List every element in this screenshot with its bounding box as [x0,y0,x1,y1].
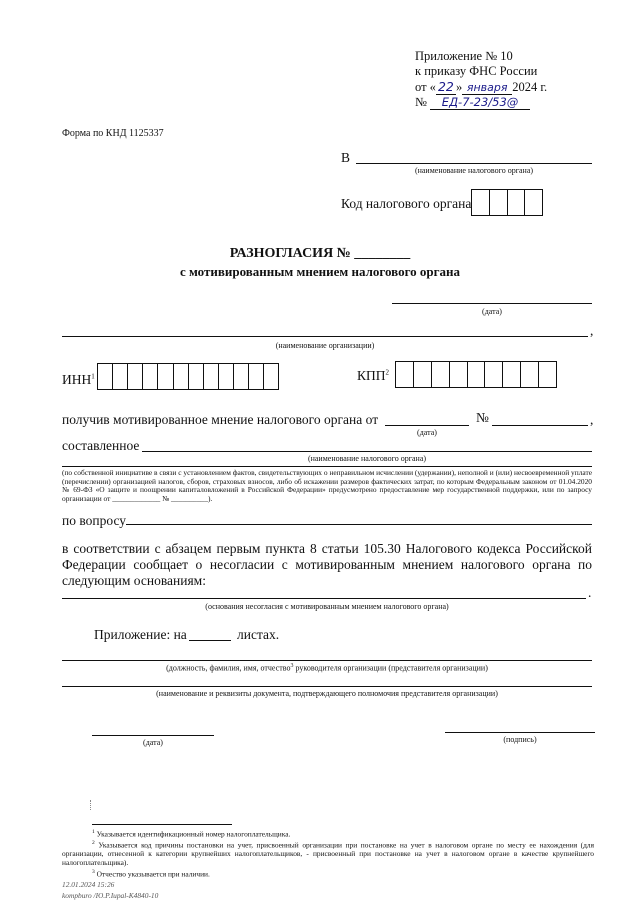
kpp-cell[interactable] [450,362,468,387]
question-label: по вопросу [62,513,127,528]
inn-cell[interactable] [204,364,219,389]
date-line [392,303,592,304]
opinion-date-line [385,425,469,426]
appendix-order: к приказу ФНС России [415,64,538,78]
inn-cell[interactable] [219,364,234,389]
kpp-label: КПП$^2$ [357,368,390,383]
organization-comma: , [590,323,594,338]
tax-code-boxes[interactable] [471,189,543,216]
initiative-top-line [62,466,592,467]
kpp-cell[interactable] [396,362,414,387]
document-line [62,686,592,687]
caption-document: (наименование и реквизиты документа, подтверждающего полномочия представителя организации) [156,689,498,698]
attachment-label: Приложение: на [94,627,187,642]
recipient-line [356,163,592,164]
caption-date-3: (дата) [143,738,163,747]
caption-grounds: (основания несогласия с мотивированным мнением налогового органа) [205,602,449,611]
document-title: РАЗНОГЛАСИЯ № ________ [229,246,411,261]
kpp-cell[interactable] [521,362,539,387]
kpp-cell[interactable] [503,362,521,387]
inn-cell[interactable] [249,364,264,389]
caption-date-2: (дата) [417,428,437,437]
kpp-cell[interactable] [539,362,557,387]
signature-line [445,732,595,733]
footnote-1: $^1$ Указывается идентификационный номер налогоплательщика. [92,829,291,839]
grounds-line [62,598,586,599]
opinion-number-line [492,425,588,426]
inn-boxes[interactable] [97,363,279,390]
inn-cell[interactable] [174,364,189,389]
document-subtitle: с мотивированным мнением налогового органа [179,264,461,279]
kpp-cell[interactable] [414,362,432,387]
question-line [126,524,592,525]
caption-tax-authority-name-2: (наименование налогового органа) [307,454,427,463]
inn-label: ИНН$^1$ [62,372,95,387]
attachment-sheets-line [189,640,231,641]
caption-date: (дата) [482,307,502,316]
print-stamp-datetime: 12.01.2024 15:26 [62,880,115,889]
grounds-period: . [588,585,592,600]
appendix-number: Приложение № 10 [415,49,513,63]
compiled-line [142,451,592,452]
tax-code-label: Код налогового органа [341,196,472,211]
appendix-date: от « 22 » января 2024 г. [415,79,548,94]
footnote-2: $^2$ Указывается код причины постановки на учет, присвоенный организации при постановке на учет в налоговом органе по месту ее нахождения (для организации, отнесенной к категории крупнейших налогоплательщиков, - присвоенный при постановке на учет в налоговом органе в качестве крупнейшего налогоплательщика). [62,840,594,867]
kpp-cell[interactable] [485,362,503,387]
received-comma: , [590,412,594,427]
inn-cell[interactable] [98,364,113,389]
caption-organization-name: (наименование организации) [275,341,375,350]
inn-cell[interactable] [128,364,143,389]
compiled-label: составленное [62,438,140,453]
tax-code-cell[interactable] [525,190,543,215]
tax-code-cell[interactable] [472,190,490,215]
recipient-prefix: В [341,150,351,165]
footnote-3: $^3$ Отчество указывается при наличии. [92,869,210,879]
tax-code-cell[interactable] [508,190,525,215]
caption-signature: (подпись) [503,735,537,744]
inn-cell[interactable] [113,364,128,389]
handwritten-day: 22 [436,79,456,95]
sign-date-line [92,735,214,736]
inn-cell[interactable] [158,364,173,389]
caption-tax-authority-name: (наименование налогового органа) [414,166,534,175]
handwritten-month: января [462,81,512,95]
received-opinion-text: получив мотивированное мнение налогового органа от [62,412,379,427]
initiative-paragraph: (по собственной инициативе в связи с установлением фактов, свидетельствующих о неправильном исчислении (удержании), неполной и (или) несвоевременной уплате (перечислении) организацией налогов, сборов, страховых взносов, либо об искажении размеров фактических затрат, по которым Федеральным законом от 01.04.2020 № 69-ФЗ «О защите и поощрении капиталовложений в Российской Федерации» предусмотрено предоставление мер государственной поддержки, или по запросу организации от _____________ № __________). [62,468,592,503]
kpp-boxes[interactable] [395,361,557,388]
handwritten-order-number: ЕД-7-23/53@ [430,95,530,110]
position-line [62,660,592,661]
inn-cell[interactable] [143,364,158,389]
opinion-number-sign: № [476,410,489,425]
organization-name-line [62,336,588,337]
form-code: Форма по КНД 1125337 [62,128,164,139]
appendix-order-number: № ЕД-7-23/53@ [415,95,530,110]
tax-code-cell[interactable] [490,190,508,215]
statement-paragraph: в соответствии с абзацем первым пункта 8 статьи 105.30 Налогового кодекса Российской Федерации сообщает о несогласии с мотивированным мнением налогового органа по следующим основаниям: [62,541,592,588]
print-stamp-id: kompburo /Ю.Р.Iupal-К4840-10 [62,891,159,900]
kpp-cell[interactable] [468,362,486,387]
caption-position: (должность, фамилия, имя, отчество$^3$ руководителя организации (представителя организации) [166,663,488,673]
inn-cell[interactable] [234,364,249,389]
attachment-sheets: листах. [237,627,280,642]
kpp-cell[interactable] [432,362,450,387]
inn-cell[interactable] [264,364,279,389]
footnote-separator [92,824,232,825]
scan-speck-mark [90,800,94,810]
inn-cell[interactable] [189,364,204,389]
